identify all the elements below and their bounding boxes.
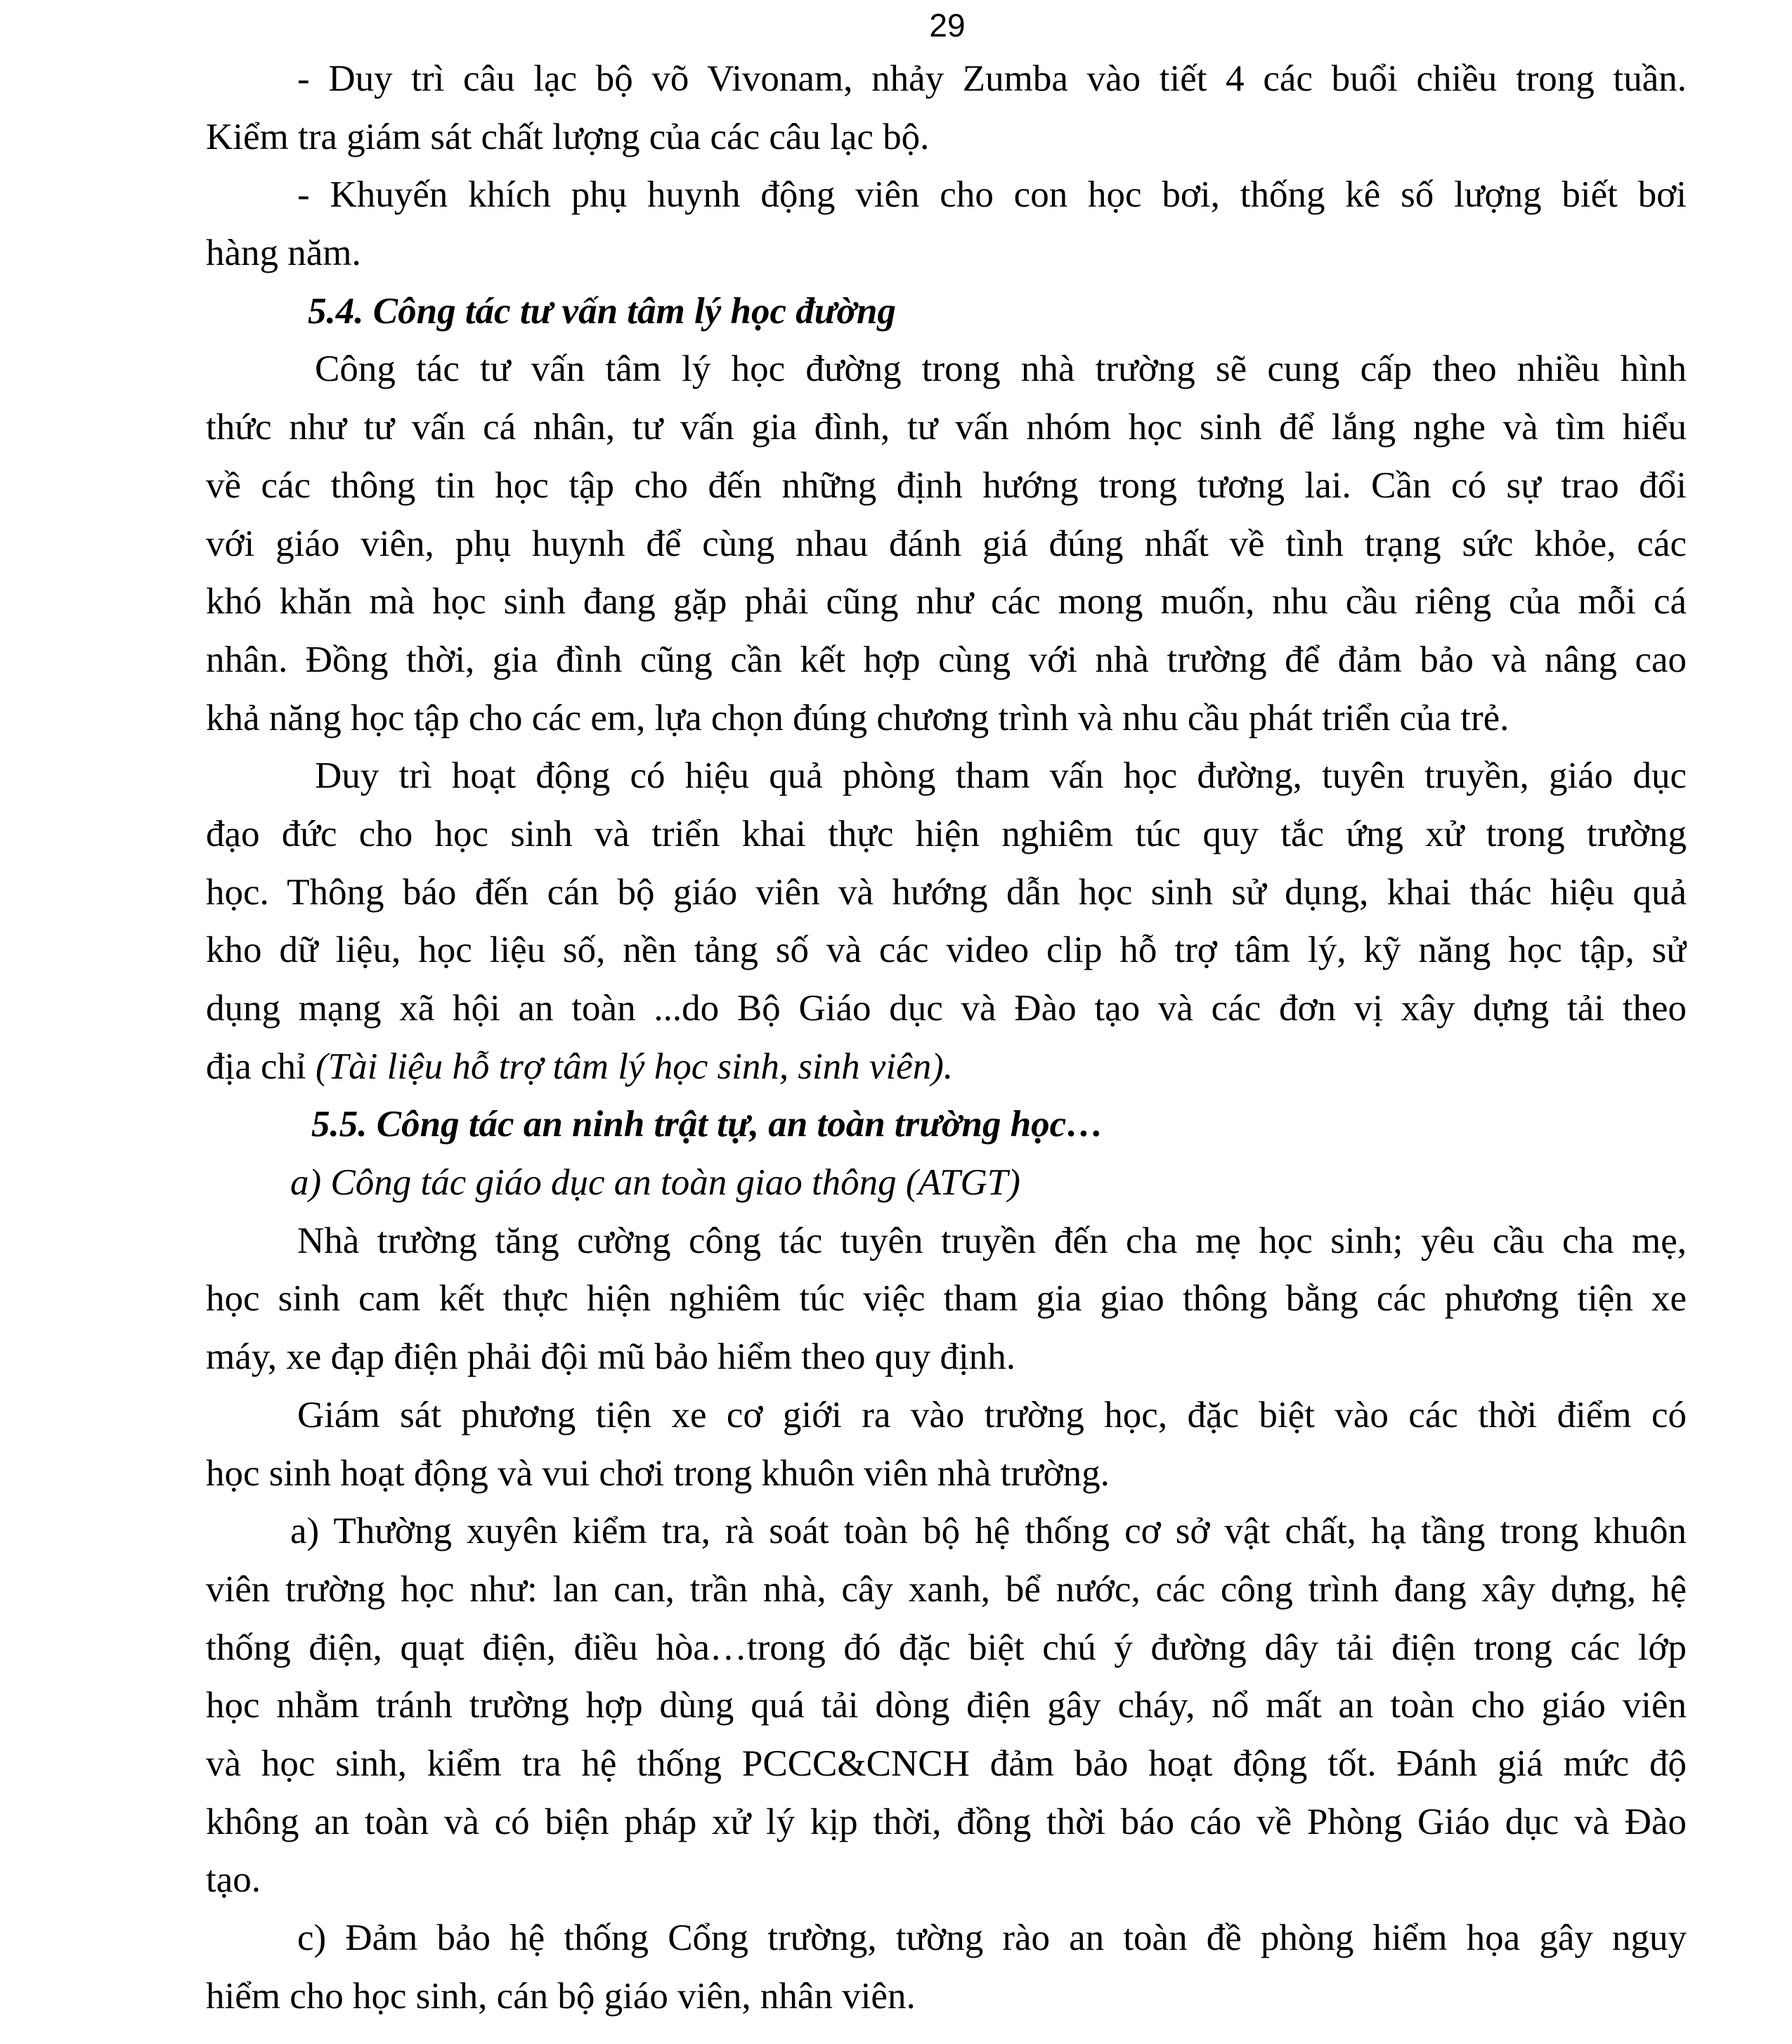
text-line <box>206 1386 1687 1445</box>
text-run: 5.4. Công tác tư vấn tâm lý học đường <box>308 290 896 332</box>
text-run: viên trường học như: lan can, trần nhà, cây xanh, bể nước, các công trình đang xây dựng, hệ <box>206 1568 1687 1610</box>
text-run: thống điện, quạt điện, điều hòa…trong đó đặc biệt chú ý đường dây tải điện trong các lớp <box>206 1627 1687 1668</box>
text-line <box>206 1851 1687 1909</box>
text-line <box>206 747 1687 805</box>
text-run: hiểm cho học sinh, cán bộ giáo viên, nhân viên. <box>206 1975 916 2017</box>
text-line <box>206 166 1687 224</box>
text-line <box>206 340 1687 398</box>
text-run: khả năng học tập cho các em, lựa chọn đúng chương trình và nhu cầu phát triển của trẻ. <box>206 697 1509 738</box>
text-run: về các thông tin học tập cho đến những định hướng trong tương lai. Cần có sự trao đổi <box>206 464 1687 506</box>
text-run: hàng năm. <box>206 233 361 274</box>
text-run: tạo. <box>206 1859 261 1901</box>
text-run: địa chỉ <box>206 1046 316 1087</box>
text-run: 5.5. Công tác an ninh trật tự, an toàn trường học… <box>311 1104 1104 1145</box>
text-line <box>206 1967 1687 2026</box>
text-line <box>206 1793 1687 1851</box>
text-run: học sinh hoạt động và vui chơi trong khuôn viên nhà trường. <box>206 1452 1110 1494</box>
text-line <box>206 1212 1687 1270</box>
text-run: - Khuyến khích phụ huynh động viên cho con học bơi, thống kê số lượng biết bơi <box>297 174 1687 216</box>
text-run: a) Thường xuyên kiểm tra, rà soát toàn bộ hệ thống cơ sở vật chất, hạ tầng trong khuôn <box>290 1511 1687 1552</box>
text-run: với giáo viên, phụ huynh để cùng nhau đánh giá đúng nhất về tình trạng sức khỏe, các <box>206 523 1687 564</box>
text-line <box>206 457 1687 515</box>
text-run: không an toàn và có biện pháp xử lý kịp thời, đồng thời báo cáo về Phòng Giáo dục và Đào <box>206 1801 1687 1842</box>
text-line <box>206 864 1687 922</box>
text-run: Kiểm tra giám sát chất lượng của các câu lạc bộ. <box>206 116 930 157</box>
text-line <box>206 1154 1687 1212</box>
text-line <box>206 282 1687 341</box>
text-run: khó khăn mà học sinh đang gặp phải cũng như các mong muốn, nhu cầu riêng của mỗi cá <box>206 581 1687 623</box>
text-line <box>206 1038 1687 1096</box>
text-line <box>206 108 1687 167</box>
text-line <box>206 1619 1687 1677</box>
text-line <box>206 805 1687 864</box>
text-line <box>206 631 1687 689</box>
text-line <box>206 1735 1687 1793</box>
text-run: Nhà trường tăng cường công tác tuyên truyền đến cha mẹ học sinh; yêu cầu cha mẹ, <box>297 1220 1687 1261</box>
text-line <box>206 689 1687 748</box>
text-run: - Duy trì câu lạc bộ võ Vivonam, nhảy Zumba vào tiết 4 các buổi chiều trong tuần. <box>297 58 1687 99</box>
text-run: dụng mạng xã hội an toàn ...do Bộ Giáo dục và Đào tạo và các đơn vị xây dựng tải theo <box>206 988 1687 1029</box>
text-line <box>206 398 1687 457</box>
text-run: Giám sát phương tiện xe cơ giới ra vào trường học, đặc biệt vào các thời điểm có <box>297 1394 1687 1436</box>
text-run: a) Công tác giáo dục an toàn giao thông (ATGT) <box>290 1162 1020 1204</box>
text-run: máy, xe đạp điện phải đội mũ bảo hiểm theo quy định. <box>206 1336 1016 1378</box>
page-number: 29 <box>929 7 966 44</box>
text-run: (Tài liệu hỗ trợ tâm lý học sinh, sinh viên). <box>316 1046 954 1087</box>
text-line <box>206 515 1687 573</box>
text-line <box>206 1445 1687 1503</box>
text-run: nhân. Đồng thời, gia đình cũng cần kết hợp cùng với nhà trường để đảm bảo và nâng cao <box>206 639 1687 680</box>
text-run: thức như tư vấn cá nhân, tư vấn gia đình, tư vấn nhóm học sinh để lắng nghe và tìm hiểu <box>206 407 1687 448</box>
text-line <box>206 921 1687 979</box>
text-line <box>206 1095 1687 1154</box>
text-run: Duy trì hoạt động có hiệu quả phòng tham vấn học đường, tuyên truyền, giáo dục <box>315 755 1687 797</box>
text-run: học nhằm tránh trường hợp dùng quá tải dòng điện gây cháy, nổ mất an toàn cho giáo viên <box>206 1685 1687 1726</box>
text-area <box>206 50 1687 2025</box>
text-line <box>206 1270 1687 1328</box>
text-run: đạo đức cho học sinh và triển khai thực hiện nghiêm túc quy tắc ứng xử trong trường <box>206 813 1687 854</box>
text-run: kho dữ liệu, học liệu số, nền tảng số và các video clip hỗ trợ tâm lý, kỹ năng học tập, sử <box>206 930 1687 971</box>
text-line <box>206 224 1687 282</box>
text-run: và học sinh, kiểm tra hệ thống PCCC&CNCH đảm bảo hoạt động tốt. Đánh giá mức độ <box>206 1743 1687 1784</box>
text-line <box>206 1502 1687 1561</box>
text-line <box>206 1677 1687 1735</box>
text-run: c) Đảm bảo hệ thống Cổng trường, tường rào an toàn đề phòng hiểm họa gây nguy <box>297 1918 1687 1958</box>
text-line <box>206 50 1687 108</box>
text-line <box>206 979 1687 1038</box>
text-line <box>206 1909 1687 1967</box>
text-line <box>206 573 1687 631</box>
text-line <box>206 1561 1687 1619</box>
text-run: học sinh cam kết thực hiện nghiêm túc việc tham gia giao thông bằng các phương tiện xe <box>206 1278 1687 1320</box>
text-line <box>206 1328 1687 1386</box>
text-run: học. Thông báo đến cán bộ giáo viên và hướng dẫn học sinh sử dụng, khai thác hiệu quả <box>206 871 1687 913</box>
text-run: Công tác tư vấn tâm lý học đường trong nhà trường sẽ cung cấp theo nhiều hình <box>315 349 1687 390</box>
